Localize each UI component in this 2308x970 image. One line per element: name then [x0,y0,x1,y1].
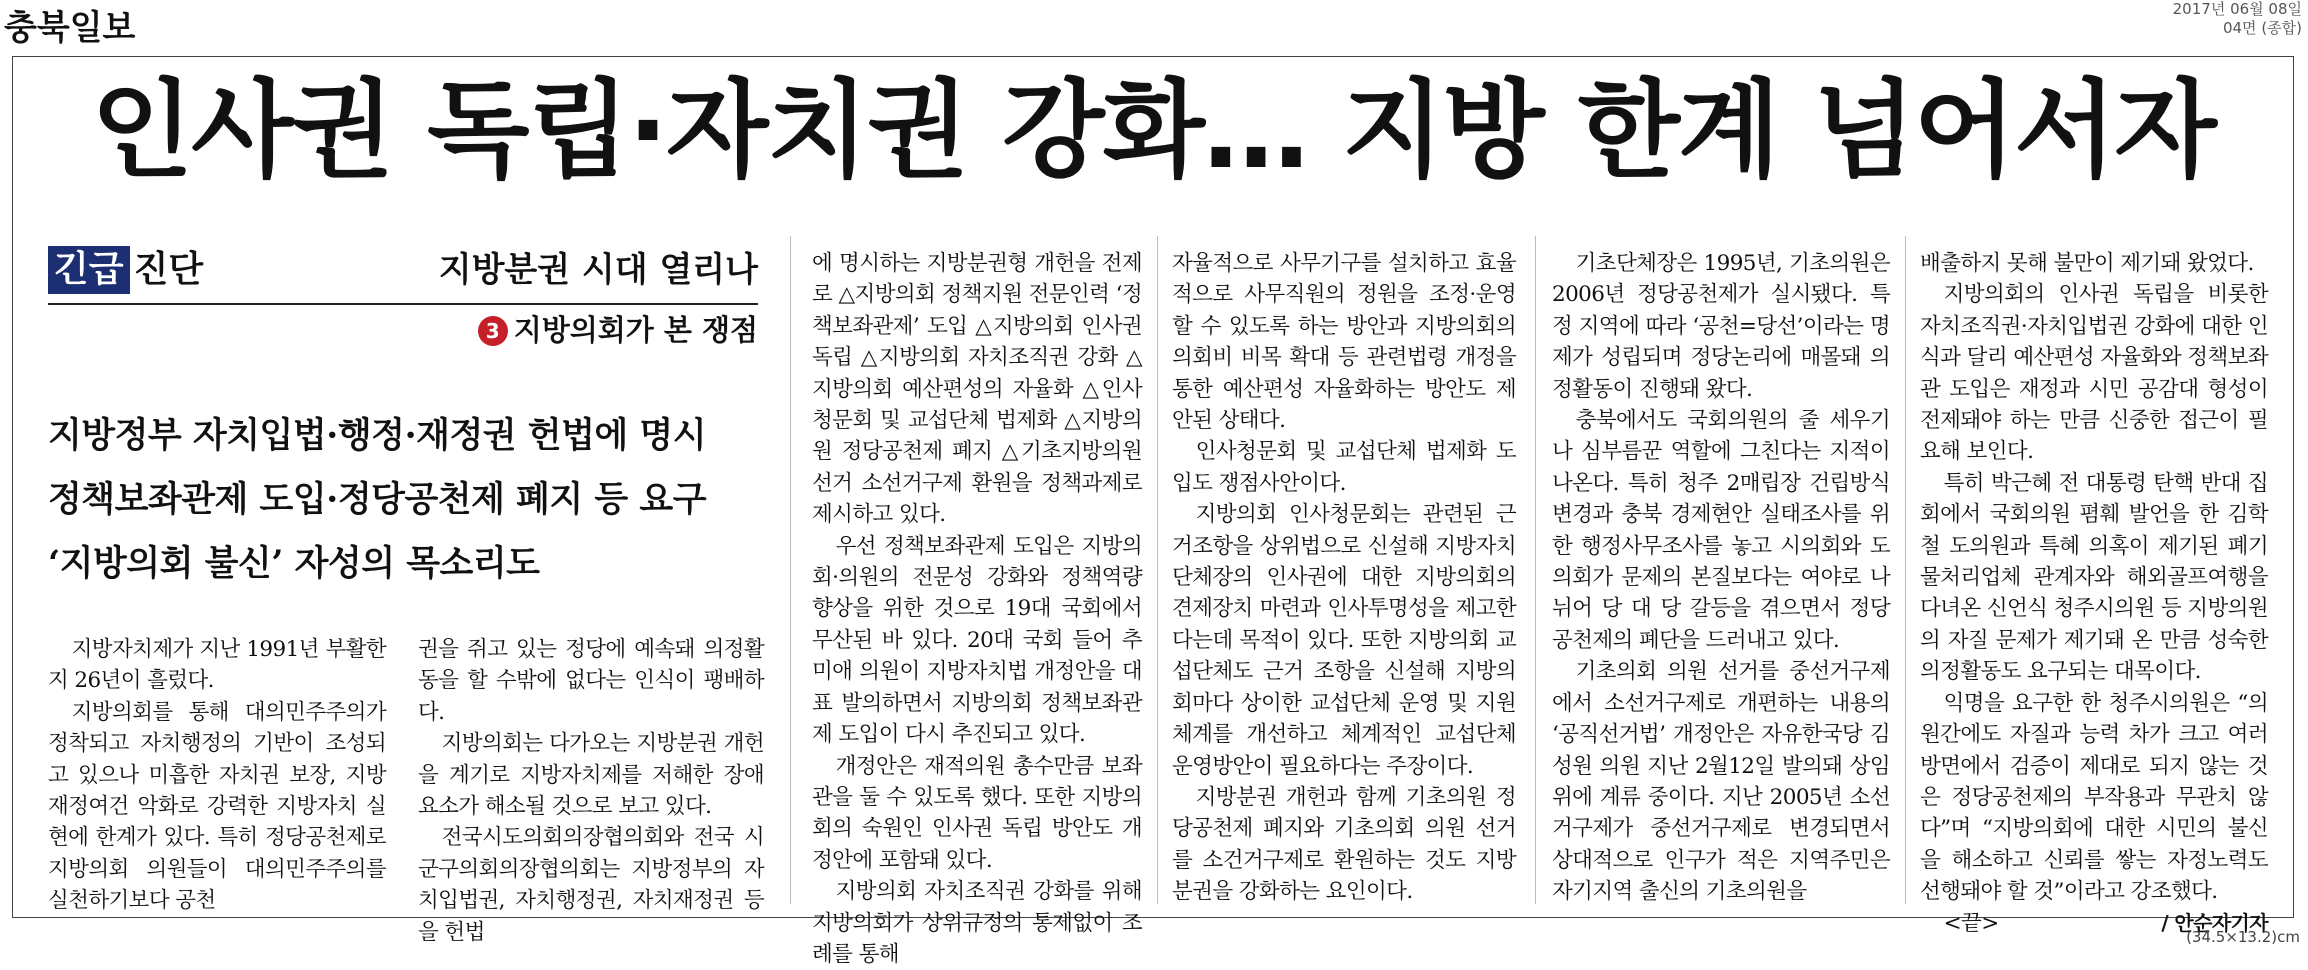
paragraph: 권을 쥐고 있는 정당에 예속돼 의정활동을 할 수밖에 없다는 인식이 팽배하다. [418,637,764,725]
body-column-6 [1920,248,2268,939]
byline: / 안순자기자 [2161,910,2268,935]
paragraph: 전국시도의회의장협의회와 전국 시군구의회의장협의회는 지방정부의 자치입법권, 자치행정권, 자치재정권 등을 헌법 [418,825,764,945]
closing-mark: <끝> [1943,910,1999,936]
headline: 인사권 독립·자치권 강화… 지방 한계 넘어서자 [91,69,2215,192]
paragraph: 지방의회의 인사권 독립을 비롯한 자치조직권·자치입법권 강화에 대한 인식과 달리 예산편성 자율화와 정책보좌관 도입은 재정과 시민 공감대 형성이 전제돼야 하는 만큼 신중한 접근이 필요해 보인다. [1920,282,2268,465]
body-column-1 [48,634,386,917]
body-column-2 [418,634,764,948]
paragraph: 특히 박근혜 전 대통령 탄핵 반대 집회에서 국회의원 폄훼 발언을 한 김학철 도의원과 특혜 의혹이 제기된 폐기물처리업체 관계자와 해외골프여행을 다녀온 신언식 청주시의원 등 지방의원의 자질 문제가 제기돼 온 만큼 성숙한 의정활동도 요구되는 대목이다. [1920,470,2268,685]
paragraph: 지방자치제가 지난 1991년 부활한 지 26년이 흘렀다. [48,637,386,694]
body-column-5 [1552,248,1890,908]
paragraph: 지방의회는 다가오는 지방분권 개헌을 계기로 지방자치제를 저해한 장애요소가 해소될 것으로 보고 있다. [418,731,764,820]
subheadline-deck [48,404,768,596]
paragraph: 에 명시하는 지방분권형 개헌을 전제로 △지방의회 정책지원 전문인력 ‘정책보좌관제’ 도입 △지방의회 인사권 독립 △지방의회 자치조직권 강화 △지방의회 예산편성의 자율화 △인사청문회 및 교섭단체 법제화 △지방의원 정당공천제 폐지 △기초지방의원 선거 소선거구제 환원을 정책과제로 제시하고 있다. [812,251,1142,528]
paragraph: 익명을 요구한 한 청주시의원은 “의원간에도 자질과 능력 차가 크고 여러 방면에서 검증이 제대로 되지 않는 것은 정당공천제의 부작용과 무관치 않다”며 “지방의회에 대한 시민의 불신을 해소하고 신뢰를 쌓는 자정노력도 선행돼야 할 것”이라고 강조했다. [1920,690,2268,905]
column-divider [1535,236,1536,904]
body-column-4 [1172,248,1516,908]
paragraph: 충북에서도 국회의원의 줄 세우기나 심부름꾼 역할에 그친다는 지적이 나온다. 특히 청주 2매립장 건립방식 변경과 충북 경제현안 실태조사를 위한 행정사무조사를 놓고 시의회와 도의회가 문제의 본질보다는 여야로 나뉘어 당 대 당 갈등을 겪으면서 정당공천제의 폐단을 드러내고 있다. [1552,408,1890,653]
column-divider [790,236,791,904]
deck-line: 지방정부 자치입법·행정·재정권 헌법에 명시 [48,415,707,456]
edition-page: 04면 (종합) [2222,19,2302,37]
deck-line: 정책보좌관제 도입·정당공천제 폐지 등 요구 [48,479,707,520]
series-topic: 지방분권 시대 열리나 [438,250,758,290]
paragraph: 개정안은 재적의원 총수만큼 보좌관을 둘 수 있도록 했다. 또한 지방의회의 숙원인 인사권 독립 방안도 개정안에 포함돼 있다. [812,753,1142,873]
paragraph: 지방의회 인사청문회는 관련된 근거조항을 상위법으로 신설해 지방자치단체장의 인사권에 대한 지방의회의 견제장치 마련과 인사투명성을 제고한다는데 목적이 있다. 또한 지방의회 교섭단체도 근거 조항을 신설해 지방의회마다 상이한 교섭단체 운영 및 지원체계를 개선하고 체계적인 교섭단체 운영방안이 필요하다는 주장이다. [1172,502,1516,779]
series-label [48,246,203,296]
series-subtopic-text: 지방의회가 본 쟁점 [513,313,758,347]
edition-date: 2017년 06월 08일 [2172,0,2302,18]
series-badge: 긴급 [48,246,130,294]
article-size-note: (34.5×13.2)cm [2186,928,2300,946]
series-subtopic [478,310,758,350]
paragraph: 지방의회를 통해 대의민주주의가 정착되고 자치행정의 기반이 조성되고 있으나 미흡한 자치권 보장, 지방재정여건 악화로 강력한 지방자치 실현에 한계가 있다. 특히 정당공천제로 지방의회 의원들이 대의민주주의를 실천하기보다 공천 [48,699,386,914]
paragraph: 지방분권 개헌과 함께 기초의원 정당공천제 폐지와 기초의회 의원 선거를 소건거구제로 환원하는 것도 지방분권을 강화하는 요인이다. [1172,784,1516,905]
column-divider [1905,236,1906,904]
paragraph: 기초의회 의원 선거를 중선거구제에서 소선거구제로 개편하는 내용의 ‘공직선거법’ 개정안은 자유한국당 김성원 의원 지난 2월12일 발의돼 상임위에 계류 중이다. 지난 2005년 소선거구제가 중선거구제로 변경되면서 상대적으로 인구가 적은 지역주민은 자기지역 출신의 기초의원을 [1552,659,1890,905]
paragraph: 인사청문회 및 교섭단체 법제화 도입도 쟁점사안이다. [1172,439,1516,496]
masthead: 충북일보 [4,8,136,48]
paragraph: 우선 정책보좌관제 도입은 지방의회·의원의 전문성 강화와 정책역량 향상을 위한 것으로 19대 국회에서 무산된 바 있다. 20대 국회 들어 추미애 의원이 지방자치법 개정안을 대표 발의하면서 지방의회 정책보좌관제 도입이 다시 추진되고 있다. [812,533,1142,748]
edition-info [2173,0,2302,38]
paragraph: 자율적으로 사무기구를 설치하고 효율적으로 사무직원의 정원을 조정·운영할 수 있도록 하는 방안과 지방의회의 의회비 비목 확대 등 관련법령 개정을 통한 예산편성 자율화하는 방안도 제안된 상태다. [1172,251,1516,434]
paragraph: 기초단체장은 1995년, 기초의원은 2006년 정당공천제가 실시됐다. 특정 지역에 따라 ‘공천=당선’이라는 명제가 성립되며 정당논리에 매몰돼 의정활동이 진행돼 왔다. [1552,251,1890,402]
body-column-3 [812,248,1142,970]
series-number-badge: 3 [478,316,508,346]
paragraph: 지방의회 자치조직권 강화를 위해 지방의회가 상위규정의 통제없이 조례를 통해 [812,879,1142,967]
series-word: 진단 [133,249,204,290]
column-divider [1157,236,1158,904]
paragraph: 배출하지 못해 불만이 제기돼 왔었다. [1920,251,2254,276]
deck-line: ‘지방의회 불신’ 자성의 목소리도 [48,543,540,584]
series-rule [48,303,758,305]
